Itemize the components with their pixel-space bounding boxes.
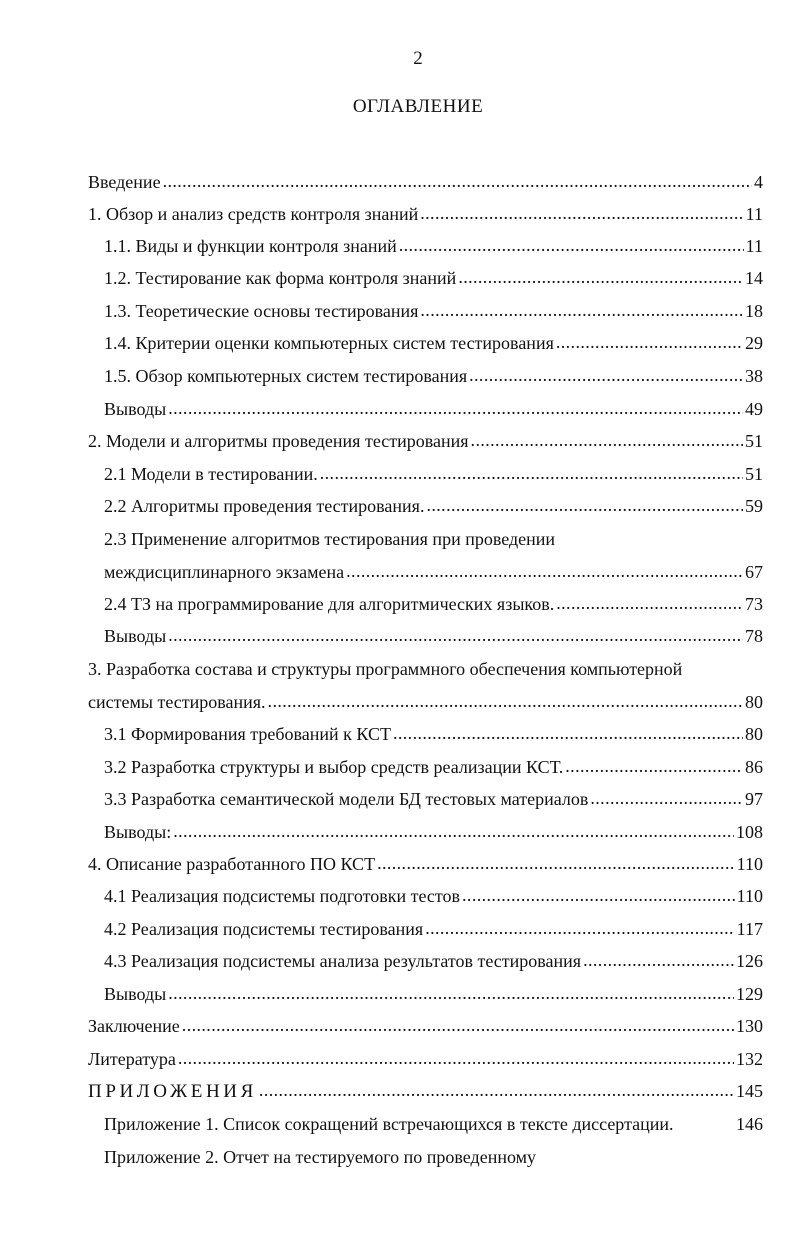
toc-entry-label: ПРИЛОЖЕНИЯ [88,1081,257,1102]
toc-entry-label: 1.3. Теоретические основы тестирования [104,301,419,321]
toc-entry-1-5 [104,364,763,388]
toc-entry-label: 3.1 Формирования требований к КСТ [104,724,391,744]
dot-leader [168,396,743,420]
toc-entry-label: 3.3 Разработка семантической модели БД тестовых материалов [104,789,589,809]
toc-entry-3-3 [104,787,763,811]
toc-entry-label: 3.2 Разработка структуры и выбор средств реализации КСТ. [104,757,564,777]
dot-leader [173,819,734,843]
toc-entry-page: 59 [745,496,763,516]
toc-entry-label: Выводы [104,626,167,646]
dot-leader [268,689,743,713]
toc-entry-1-4 [104,331,763,355]
toc-entry-page: 80 [745,724,763,744]
toc-entry-label: 2.1 Модели в тестировании. [104,464,318,484]
toc-entry-page: 49 [745,399,763,419]
toc-entry-2-3-line-2 [104,560,763,584]
toc-entry-label: 1.5. Обзор компьютерных систем тестирования [104,366,468,386]
toc-entry-appendices [88,1079,763,1104]
toc-entry-label: 2.4 ТЗ на программирование для алгоритмических языков. [104,594,555,614]
toc-entry-label: 2. Модели и алгоритмы проведения тестирования [88,431,469,451]
dot-leader [471,428,743,452]
toc-entry-appendix-2: Приложение 2. Отчет на тестируемого по проведенному [104,1147,537,1167]
toc-entry-label: 1. Обзор и анализ средств контроля знаний [88,204,419,224]
toc-entry-label: Введение [88,172,161,192]
toc-entry-label: Выводы [104,984,167,1004]
page-number: 2 [413,48,423,69]
dot-leader [583,948,734,972]
dot-leader [556,330,743,354]
toc-entry-page: 129 [736,984,763,1004]
toc-entry-conclusion [88,1014,763,1038]
dot-leader [565,754,743,778]
toc-entry-literature [88,1047,763,1071]
toc-entry-page: 18 [745,301,763,321]
dot-leader [426,493,743,517]
toc-entry-page: 108 [736,822,763,842]
toc-entry-1-1 [104,234,763,258]
toc-entry-introduction [88,170,763,194]
toc-entry-page: 38 [745,366,763,386]
dot-leader [393,721,743,745]
dot-leader [259,1078,734,1102]
toc-entry-page: 80 [745,692,763,712]
toc-entry-label: 1.2. Тестирование как форма контроля знаний [104,268,457,288]
toc-entry-appendix-1 [104,1112,763,1136]
toc-entry-label: 1.1. Виды и функции контроля знаний [104,236,397,256]
toc-entry-page: 86 [745,757,763,777]
toc-entry-2-4 [104,592,763,616]
toc-entry-page: 73 [745,594,763,614]
toc-entry-conclusions-2 [104,624,763,648]
toc-entry-4-1 [104,884,763,908]
toc-entry-label: 4.1 Реализация подсистемы подготовки тестов [104,886,461,906]
toc-entry-page: 110 [736,886,763,906]
toc-entry-label: системы тестирования. [88,692,266,712]
toc-entry-page: 11 [745,236,763,256]
toc-entry-label: Заключение [88,1016,180,1036]
dot-leader [320,461,743,485]
toc-entry-page: 67 [745,562,763,582]
toc-entry-chapter-3-line-1: 3. Разработка состава и структуры программного обеспечения компьютерной [88,659,683,679]
toc-entry-page: 132 [736,1049,763,1069]
toc-entry-page: 78 [745,626,763,646]
toc-entry-3-2 [104,755,763,779]
toc-entry-label: междисциплинарного экзамена [104,562,345,582]
toc-entry-chapter-1 [88,202,763,226]
dot-leader [420,201,743,225]
toc-entry-page: 146 [736,1114,763,1134]
toc-entry-label: Литература [88,1049,176,1069]
toc-entry-label: Выводы: [104,822,172,842]
toc-entry-1-3 [104,299,763,323]
dot-leader [163,169,752,193]
toc-entry-chapter-3-line-2 [88,690,763,714]
toc-entry-label: 2.2 Алгоритмы проведения тестирования. [104,496,425,516]
dot-leader [462,883,735,907]
toc-entry-4-3 [104,949,763,973]
dot-leader [399,233,744,257]
toc-entry-page: 51 [745,464,763,484]
toc-entry-page: 130 [736,1016,763,1036]
toc-entry-chapter-2 [88,429,763,453]
toc-entry-label: 4.3 Реализация подсистемы анализа результатов тестирования [104,951,582,971]
dot-leader [346,559,743,583]
toc-entry-page: 29 [745,333,763,353]
toc-entry-label: 4.2 Реализация подсистемы тестирования [104,919,424,939]
toc-entry-2-2 [104,494,763,518]
toc-title: ОГЛАВЛЕНИЕ [352,96,484,117]
dot-leader [377,851,735,875]
toc-entry-2-3-line-1: 2.3 Применение алгоритмов тестирования при проведении [104,529,556,549]
toc-entry-page: 97 [745,789,763,809]
toc-entry-page: 145 [736,1081,763,1101]
toc-entry-page: 11 [745,204,763,224]
dot-leader [182,1013,734,1037]
dot-leader [425,916,734,940]
toc-entry-1-2 [104,266,763,290]
dot-leader [590,786,743,810]
toc-entry-label: 1.4. Критерии оценки компьютерных систем тестирования [104,333,554,353]
toc-entry-4-2 [104,917,763,941]
toc-entry-label: Приложение 1. Список сокращений встречающихся в тексте диссертации. [104,1114,674,1134]
dot-leader [458,265,743,289]
dot-leader [168,623,743,647]
toc-entry-conclusions-4 [104,982,763,1006]
toc-entry-3-1 [104,722,763,746]
toc-entry-conclusions-3 [104,820,763,844]
toc-entry-label: 4. Описание разработанного ПО КСТ [88,854,376,874]
toc-entry-chapter-4 [88,852,763,876]
toc-entry-page: 51 [745,431,763,451]
dot-leader [556,591,743,615]
toc-entry-page: 14 [745,268,763,288]
toc-entry-page: 126 [736,951,763,971]
toc-entry-2-1 [104,462,763,486]
dot-leader [168,981,734,1005]
toc-entry-page: 110 [736,854,763,874]
toc-entry-page: 4 [754,172,763,192]
dot-leader [469,363,743,387]
dot-leader [420,298,743,322]
dot-leader [178,1046,734,1070]
toc-entry-conclusions-1 [104,397,763,421]
toc-entry-label: Выводы [104,399,167,419]
toc-entry-page: 117 [736,919,763,939]
